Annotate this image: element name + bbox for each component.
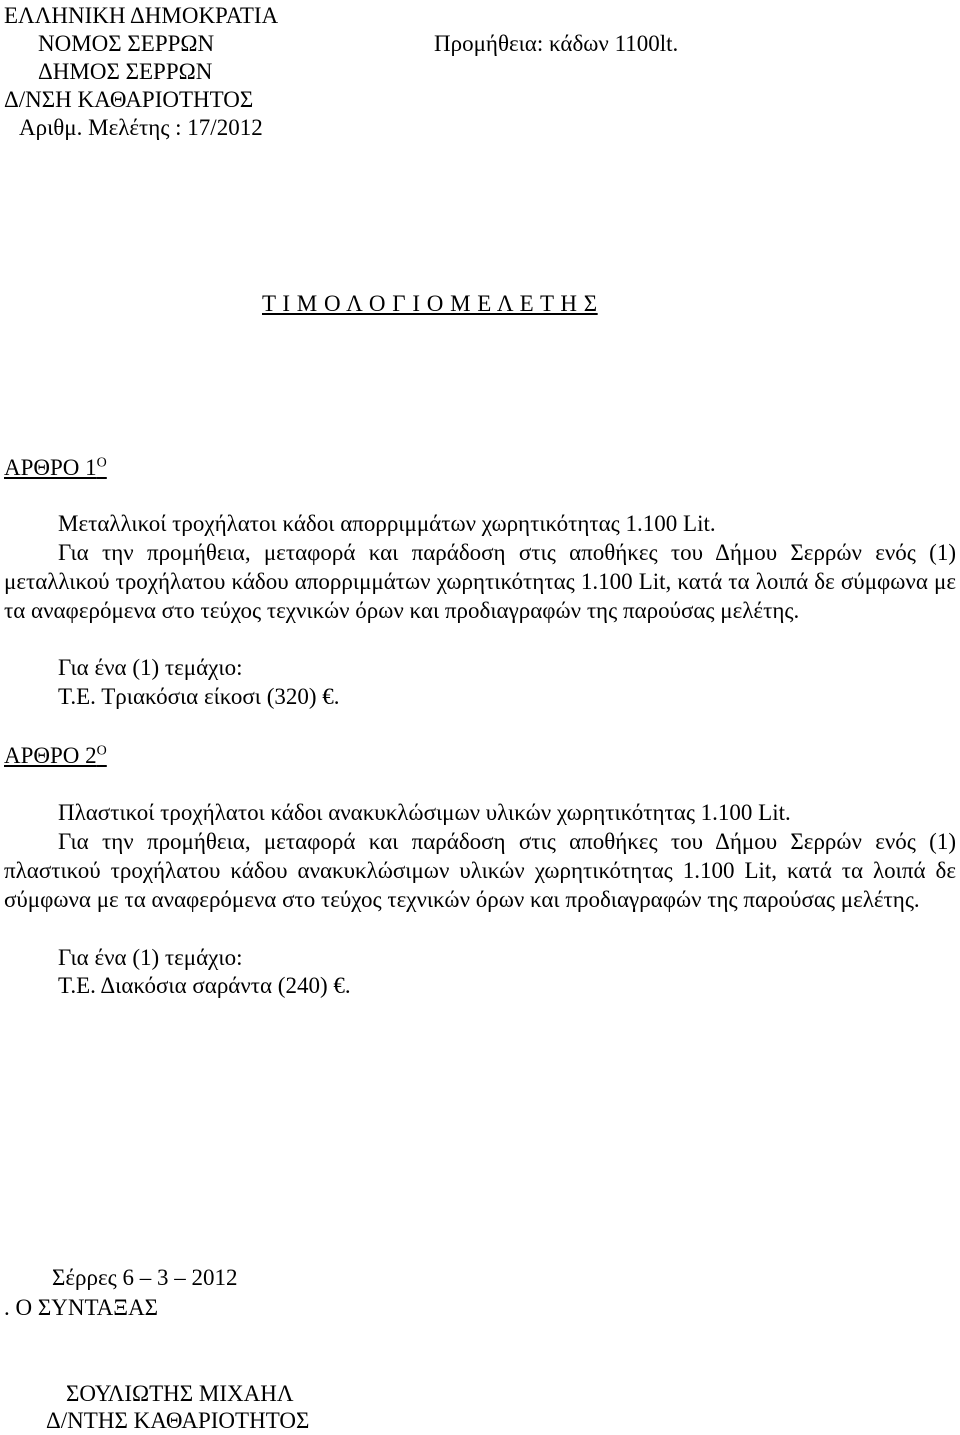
footer-signatory-name: ΣΟΥΛΙΩΤΗΣ ΜΙΧΑΗΛ [66, 1381, 294, 1406]
article-1-description-text: Για την προμήθεια, μεταφορά και παράδοση στις αποθήκες του Δήμου Σερρών ενός (1) μεταλλικού τροχήλατου κάδου απορριμμάτων χωρητικότητας 1.100 Lit, κατά τα λοιπά δε σύμφωνα με τα αναφερόμενα στο τεύχος τεχνικών όρων και προδιαγραφών της παρούσας μελέτης. [4, 540, 956, 623]
footer-place-date: Σέρρες 6 – 3 – 2012 [52, 1265, 238, 1290]
article-1-unit: Για ένα (1) τεμάχιο: [58, 655, 243, 680]
article-2-description [4, 827, 956, 914]
header-subject: Προμήθεια: κάδων 1100lt. [434, 31, 679, 56]
footer-composer-label: . Ο ΣΥΝΤΑΞΑΣ [4, 1295, 159, 1320]
header-prefecture: ΝΟΜΟΣ ΣΕΡΡΩΝ [38, 31, 215, 56]
article-2-heading-sup: Ο [96, 743, 107, 759]
article-2-description-text: Για την προμήθεια, μεταφορά και παράδοση στις αποθήκες του Δήμου Σερρών ενός (1) πλαστικού τροχήλατου κάδου ανακυκλώσιμων υλικών χωρητικότητας 1.100 Lit, κατά τα λοιπά δε σύμφωνα με τα αναφερόμενα στο τεύχος τεχνικών όρων και προδιαγραφών της παρούσας μελέτης. [4, 829, 956, 912]
article-1-heading-text: ΑΡΘΡΟ 1 [4, 455, 97, 480]
page-title: Τ Ι Μ Ο Λ Ο Γ Ι Ο Μ Ε Λ Ε Τ Η Σ [262, 291, 598, 316]
header-study-number: Αριθμ. Μελέτης : 17/2012 [19, 115, 263, 140]
article-2-unit: Για ένα (1) τεμάχιο: [58, 945, 243, 970]
article-1-description [4, 538, 956, 625]
header-department: Δ/ΝΣΗ ΚΑΘΑΡΙΟΤΗΤΟΣ [4, 87, 254, 112]
article-1-heading-sup: Ο [96, 455, 107, 471]
article-2-price: Τ.Ε. Διακόσια σαράντα (240) €. [58, 973, 351, 998]
header-municipality: ΔΗΜΟΣ ΣΕΡΡΩΝ [38, 59, 213, 84]
article-2-name: Πλαστικοί τροχήλατοι κάδοι ανακυκλώσιμων υλικών χωρητικότητας 1.100 Lit. [58, 800, 791, 825]
article-1-heading [4, 454, 107, 482]
article-2-heading-text: ΑΡΘΡΟ 2 [4, 743, 97, 768]
article-1-name: Μεταλλικοί τροχήλατοι κάδοι απορριμμάτων χωρητικότητας 1.100 Lit. [58, 511, 716, 536]
article-2-heading [4, 742, 107, 770]
header-country: ΕΛΛΗΝΙΚΗ ΔΗΜΟΚΡΑΤΙΑ [4, 3, 279, 28]
article-1-price: Τ.Ε. Τριακόσια είκοσι (320) €. [58, 684, 340, 709]
footer-signatory-title: Δ/ΝΤΗΣ ΚΑΘΑΡΙΟΤΗΤΟΣ [46, 1408, 310, 1433]
